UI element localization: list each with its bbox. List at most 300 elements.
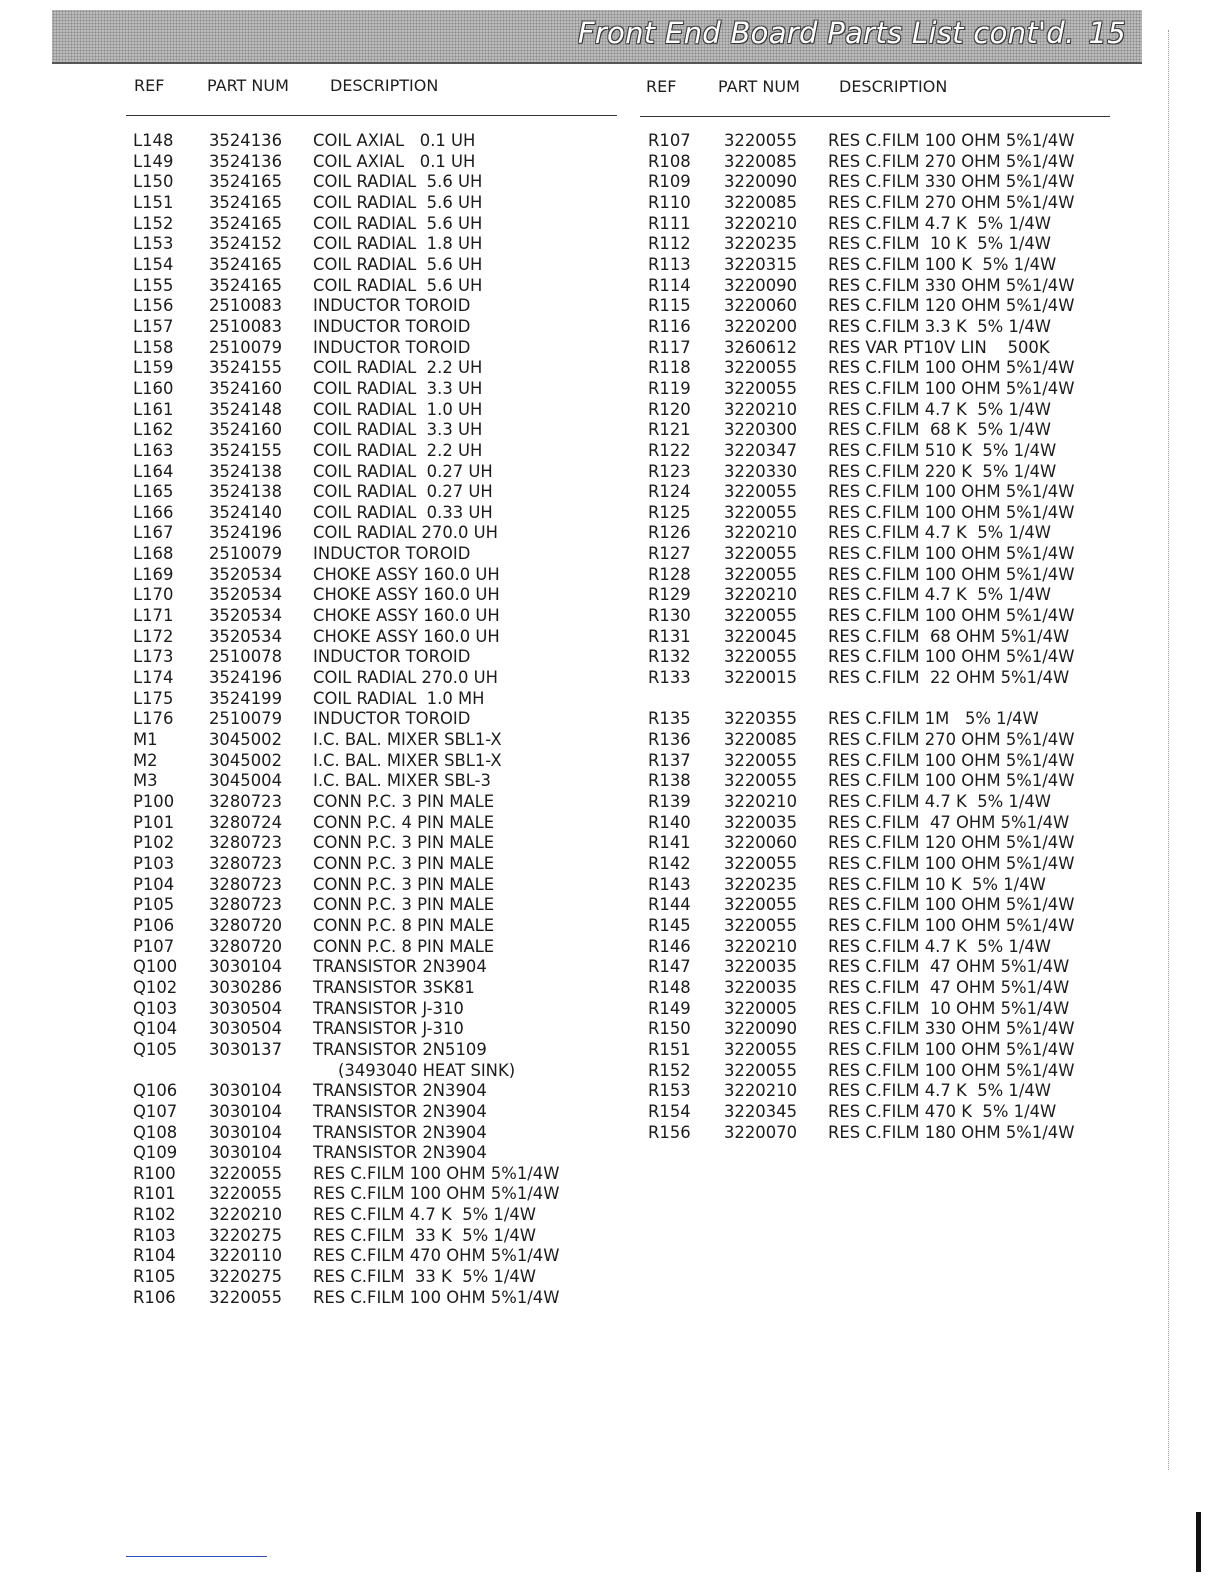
part-description: INDUCTOR TOROID (313, 709, 471, 729)
part-ref: L176 (133, 709, 174, 729)
part-number: 3045002 (209, 750, 282, 770)
part-description: RES C.FILM 4.7 K 5% 1/4W (828, 213, 1052, 233)
part-number: 3220060 (724, 833, 797, 853)
part-description: COIL RADIAL 2.2 UH (313, 440, 483, 460)
part-description: RES C.FILM 3.3 K 5% 1/4W (828, 316, 1052, 336)
part-note: (3493040 HEAT SINK) (338, 1060, 516, 1080)
part-ref: R116 (648, 316, 691, 336)
part-row (133, 709, 613, 730)
part-ref: M2 (133, 750, 158, 770)
part-row (648, 792, 1118, 813)
part-number: 3280723 (209, 895, 282, 915)
part-number: 3045004 (209, 771, 282, 791)
part-ref: L170 (133, 585, 174, 605)
part-number: 3524165 (209, 213, 282, 233)
part-row (648, 833, 1118, 854)
part-row (648, 1040, 1118, 1061)
part-description: COIL RADIAL 270.0 UH (313, 668, 498, 688)
part-row (648, 338, 1118, 359)
part-row (648, 937, 1118, 958)
part-ref: Q105 (133, 1039, 178, 1059)
part-description: TRANSISTOR 2N3904 (313, 1122, 487, 1142)
part-ref: L166 (133, 502, 174, 522)
part-description: RES C.FILM 100 OHM 5%1/4W (313, 1163, 560, 1183)
part-description: INDUCTOR TOROID (313, 337, 471, 357)
part-number: 3524152 (209, 234, 282, 254)
part-row (133, 647, 613, 668)
part-ref: R117 (648, 337, 691, 357)
part-number: 3220090 (724, 1019, 797, 1039)
part-ref: P102 (133, 833, 175, 853)
part-ref: R114 (648, 275, 691, 295)
part-description: RES C.FILM 120 OHM 5%1/4W (828, 296, 1075, 316)
part-ref: Q108 (133, 1122, 178, 1142)
part-row (133, 813, 613, 834)
part-row (648, 875, 1118, 896)
part-description: RES C.FILM 470 K 5% 1/4W (828, 1101, 1057, 1121)
part-number: 3280723 (209, 792, 282, 811)
part-row (648, 916, 1118, 937)
part-ref: L150 (133, 172, 174, 192)
part-description: TRANSISTOR 2N3904 (313, 957, 487, 977)
part-row (648, 420, 1118, 441)
part-ref: L155 (133, 275, 174, 295)
part-row (648, 400, 1118, 421)
part-description: RES C.FILM 100 OHM 5%1/4W (828, 131, 1075, 150)
part-row (648, 771, 1118, 792)
part-description: CONN P.C. 8 PIN MALE (313, 915, 495, 935)
part-description: CHOKE ASSY 160.0 UH (313, 626, 500, 646)
part-row (648, 895, 1118, 916)
part-ref: Q106 (133, 1081, 178, 1101)
part-description: RES C.FILM 470 OHM 5%1/4W (313, 1246, 560, 1266)
part-ref: R108 (648, 151, 691, 171)
part-ref: L171 (133, 606, 174, 626)
part-row (133, 131, 613, 152)
part-number: 3220347 (724, 440, 797, 460)
part-description: CHOKE ASSY 160.0 UH (313, 606, 500, 626)
part-description: RES C.FILM 330 OHM 5%1/4W (828, 1019, 1075, 1039)
part-row (133, 585, 613, 606)
part-row (648, 358, 1118, 379)
part-number: 3524160 (209, 378, 282, 398)
part-row (648, 1019, 1118, 1040)
part-number: 3220055 (724, 544, 797, 564)
part-number: 3220055 (724, 853, 797, 873)
part-number: 3524136 (209, 131, 282, 150)
part-number: 3524196 (209, 523, 282, 543)
part-row (133, 503, 613, 524)
part-row (648, 296, 1118, 317)
part-number: 3524160 (209, 420, 282, 440)
part-description: RES C.FILM 47 OHM 5%1/4W (828, 812, 1070, 832)
part-number: 3220210 (724, 213, 797, 233)
part-number: 3030286 (209, 977, 282, 997)
part-ref: R153 (648, 1081, 691, 1101)
part-ref: R103 (133, 1225, 176, 1245)
page-title (578, 16, 1126, 50)
part-number: 3260612 (724, 337, 797, 357)
part-number: 3220055 (724, 358, 797, 378)
part-number: 3220355 (724, 709, 797, 729)
part-row (133, 895, 613, 916)
part-number: 3220055 (209, 1184, 282, 1204)
right-description-header: DESCRIPTION (839, 77, 948, 96)
part-number: 3280720 (209, 915, 282, 935)
part-row (133, 792, 613, 813)
part-description: COIL AXIAL 0.1 UH (313, 131, 476, 150)
part-ref: R105 (133, 1267, 176, 1287)
part-row (648, 957, 1118, 978)
part-row (648, 1102, 1118, 1123)
part-number: 3220275 (209, 1267, 282, 1287)
part-description: COIL AXIAL 0.1 UH (313, 151, 476, 171)
part-number: 3524138 (209, 461, 282, 481)
part-description: COIL RADIAL 5.6 UH (313, 254, 483, 274)
part-ref: R139 (648, 792, 691, 811)
part-ref: M3 (133, 771, 158, 791)
part-ref: Q107 (133, 1101, 178, 1121)
part-ref: R143 (648, 874, 691, 894)
part-row (133, 1184, 613, 1205)
part-ref: Q104 (133, 1019, 178, 1039)
part-description: TRANSISTOR J-310 (313, 1019, 464, 1039)
part-description: CONN P.C. 4 PIN MALE (313, 812, 495, 832)
part-description: RES C.FILM 270 OHM 5%1/4W (828, 730, 1075, 750)
part-ref: R128 (648, 564, 691, 584)
part-description: RES C.FILM 10 K 5% 1/4W (828, 874, 1046, 894)
part-row (648, 214, 1118, 235)
part-ref: R125 (648, 502, 691, 522)
part-number: 3220235 (724, 234, 797, 254)
part-row (133, 172, 613, 193)
part-number: 3220035 (724, 977, 797, 997)
part-ref: L161 (133, 399, 174, 419)
part-description: INDUCTOR TOROID (313, 316, 471, 336)
part-row (133, 916, 613, 937)
part-ref: R138 (648, 771, 691, 791)
part-ref: R146 (648, 936, 691, 956)
part-row (133, 751, 613, 772)
part-row (648, 999, 1118, 1020)
part-description: RES C.FILM 100 OHM 5%1/4W (828, 895, 1075, 915)
part-ref: R123 (648, 461, 691, 481)
part-description: RES C.FILM 100 OHM 5%1/4W (828, 853, 1075, 873)
part-number: 3220210 (724, 523, 797, 543)
part-row (133, 296, 613, 317)
part-number: 3280723 (209, 853, 282, 873)
part-row (648, 730, 1118, 751)
part-row (133, 978, 613, 999)
part-row (648, 482, 1118, 503)
part-description: RES C.FILM 10 K 5% 1/4W (828, 234, 1052, 254)
part-number: 3220005 (724, 998, 797, 1018)
part-number: 3220070 (724, 1122, 797, 1142)
part-ref: R107 (648, 131, 691, 150)
part-row (133, 668, 613, 689)
part-row (648, 152, 1118, 173)
part-description: COIL RADIAL 1.0 UH (313, 399, 483, 419)
part-ref: P100 (133, 792, 175, 811)
part-ref: R130 (648, 606, 691, 626)
part-description: RES C.FILM 100 OHM 5%1/4W (828, 606, 1075, 626)
part-description: CONN P.C. 3 PIN MALE (313, 792, 495, 811)
part-row (133, 338, 613, 359)
part-number: 3220330 (724, 461, 797, 481)
part-number: 3220085 (724, 192, 797, 212)
part-ref: L148 (133, 131, 174, 150)
part-number: 2510083 (209, 296, 282, 316)
part-ref: P105 (133, 895, 175, 915)
part-row (133, 689, 613, 710)
part-ref: R156 (648, 1122, 691, 1142)
part-row (133, 833, 613, 854)
part-row (648, 234, 1118, 255)
part-number: 3520534 (209, 626, 282, 646)
part-ref: R136 (648, 730, 691, 750)
part-number: 3220210 (724, 792, 797, 811)
part-row (648, 978, 1118, 999)
part-number: 3524140 (209, 502, 282, 522)
part-number: 3524165 (209, 254, 282, 274)
part-number: 3524196 (209, 668, 282, 688)
part-number: 3220055 (724, 750, 797, 770)
part-number: 3524165 (209, 192, 282, 212)
part-description: RES VAR PT10V LIN 500K (828, 337, 1050, 357)
part-row (133, 193, 613, 214)
part-description: CHOKE ASSY 160.0 UH (313, 564, 500, 584)
part-number: 3520534 (209, 564, 282, 584)
list-gap (648, 689, 1118, 710)
part-number: 3220035 (724, 812, 797, 832)
part-ref: P101 (133, 812, 175, 832)
part-row (648, 462, 1118, 483)
part-number: 3030104 (209, 957, 282, 977)
part-number: 2510079 (209, 544, 282, 564)
part-ref: R149 (648, 998, 691, 1018)
part-number: 3524155 (209, 440, 282, 460)
part-number: 3220315 (724, 254, 797, 274)
part-ref: L158 (133, 337, 174, 357)
part-description: RES C.FILM 100 OHM 5%1/4W (828, 378, 1075, 398)
part-ref: R111 (648, 213, 691, 233)
part-ref: R152 (648, 1060, 691, 1080)
page-number: 15 (1088, 16, 1126, 50)
part-description: RES C.FILM 4.7 K 5% 1/4W (828, 936, 1052, 956)
part-description: COIL RADIAL 3.3 UH (313, 378, 483, 398)
part-ref: L167 (133, 523, 174, 543)
part-row (133, 152, 613, 173)
part-description: RES C.FILM 100 OHM 5%1/4W (828, 502, 1075, 522)
part-ref: R104 (133, 1246, 176, 1266)
part-ref: R124 (648, 482, 691, 502)
part-row (133, 544, 613, 565)
part-description: RES C.FILM 4.7 K 5% 1/4W (828, 523, 1052, 543)
binding-mark (1196, 1512, 1201, 1572)
part-number: 3045002 (209, 730, 282, 750)
part-row (133, 771, 613, 792)
part-description: INDUCTOR TOROID (313, 544, 471, 564)
part-description: COIL RADIAL 5.6 UH (313, 192, 483, 212)
part-description: CONN P.C. 3 PIN MALE (313, 853, 495, 873)
part-row (648, 441, 1118, 462)
part-row (133, 875, 613, 896)
part-number: 3030137 (209, 1039, 282, 1059)
right-header-rule (640, 116, 1110, 117)
part-ref: R109 (648, 172, 691, 192)
part-ref: Q103 (133, 998, 178, 1018)
part-row (648, 627, 1118, 648)
part-description: RES C.FILM 10 OHM 5%1/4W (828, 998, 1070, 1018)
part-number: 2510078 (209, 647, 282, 667)
part-description: RES C.FILM 270 OHM 5%1/4W (828, 151, 1075, 171)
part-row (133, 276, 613, 297)
part-row (648, 751, 1118, 772)
part-number: 3030504 (209, 1019, 282, 1039)
part-row (133, 1288, 613, 1309)
part-row (648, 565, 1118, 586)
part-number: 2510079 (209, 709, 282, 729)
part-ref: L163 (133, 440, 174, 460)
part-ref: L151 (133, 192, 174, 212)
part-number: 3220090 (724, 275, 797, 295)
part-ref: L152 (133, 213, 174, 233)
part-description: INDUCTOR TOROID (313, 296, 471, 316)
part-ref: R126 (648, 523, 691, 543)
part-description: RES C.FILM 100 OHM 5%1/4W (313, 1184, 560, 1204)
part-number: 3220210 (724, 585, 797, 605)
part-ref: L175 (133, 688, 174, 708)
part-ref: R137 (648, 750, 691, 770)
part-number: 3280723 (209, 874, 282, 894)
part-number: 3280723 (209, 833, 282, 853)
part-number: 3220055 (209, 1163, 282, 1183)
part-number: 3220060 (724, 296, 797, 316)
part-row (133, 1246, 613, 1267)
part-row (648, 379, 1118, 400)
part-description: RES C.FILM 100 OHM 5%1/4W (828, 1060, 1075, 1080)
part-row (133, 565, 613, 586)
part-ref: L156 (133, 296, 174, 316)
part-row (648, 172, 1118, 193)
part-row (648, 503, 1118, 524)
part-description: RES C.FILM 180 OHM 5%1/4W (828, 1122, 1075, 1142)
part-row (133, 854, 613, 875)
part-row (648, 854, 1118, 875)
part-number: 3220300 (724, 420, 797, 440)
part-description: TRANSISTOR 2N3904 (313, 1143, 487, 1163)
part-note-row (133, 1061, 613, 1082)
part-ref: R119 (648, 378, 691, 398)
part-number: 3030104 (209, 1101, 282, 1121)
part-row (133, 234, 613, 255)
part-row (133, 1205, 613, 1226)
part-ref: R150 (648, 1019, 691, 1039)
part-ref: L174 (133, 668, 174, 688)
part-description: COIL RADIAL 5.6 UH (313, 275, 483, 295)
part-ref: R147 (648, 957, 691, 977)
part-description: RES C.FILM 68 OHM 5%1/4W (828, 626, 1070, 646)
part-row (133, 1102, 613, 1123)
part-description: RES C.FILM 120 OHM 5%1/4W (828, 833, 1075, 853)
part-ref: R102 (133, 1205, 176, 1225)
part-description: RES C.FILM 330 OHM 5%1/4W (828, 172, 1075, 192)
part-row (133, 627, 613, 648)
part-row (133, 1164, 613, 1185)
part-ref: M1 (133, 730, 158, 750)
part-row (648, 131, 1118, 152)
part-number: 3220055 (724, 378, 797, 398)
part-ref: L160 (133, 378, 174, 398)
part-ref: L169 (133, 564, 174, 584)
part-ref: R112 (648, 234, 691, 254)
part-description: RES C.FILM 220 K 5% 1/4W (828, 461, 1057, 481)
part-description: RES C.FILM 4.7 K 5% 1/4W (828, 792, 1052, 811)
part-row (133, 1019, 613, 1040)
part-ref: L157 (133, 316, 174, 336)
part-ref: Q102 (133, 977, 178, 997)
part-description: TRANSISTOR 2N5109 (313, 1039, 487, 1059)
part-description: COIL RADIAL 5.6 UH (313, 213, 483, 233)
left-description-header: DESCRIPTION (330, 76, 439, 95)
part-number: 3220055 (724, 564, 797, 584)
part-number: 3524138 (209, 482, 282, 502)
part-ref: R132 (648, 647, 691, 667)
part-description: COIL RADIAL 3.3 UH (313, 420, 483, 440)
right-parts-list (648, 131, 1118, 1143)
part-description: TRANSISTOR 2N3904 (313, 1101, 487, 1121)
part-ref: R127 (648, 544, 691, 564)
part-description: RES C.FILM 47 OHM 5%1/4W (828, 977, 1070, 997)
part-description: RES C.FILM 22 OHM 5%1/4W (828, 668, 1070, 688)
left-part-num-header: PART NUM (207, 76, 289, 95)
part-row (648, 606, 1118, 627)
left-header-rule (126, 115, 617, 116)
part-row (648, 585, 1118, 606)
part-row (133, 400, 613, 421)
part-number: 3524199 (209, 688, 282, 708)
part-ref: R145 (648, 915, 691, 935)
left-ref-header: REF (134, 76, 165, 95)
part-description: COIL RADIAL 2.2 UH (313, 358, 483, 378)
part-description: RES C.FILM 100 OHM 5%1/4W (828, 647, 1075, 667)
part-number: 3220045 (724, 626, 797, 646)
part-description: RES C.FILM 100 OHM 5%1/4W (828, 544, 1075, 564)
part-number: 3220055 (724, 915, 797, 935)
part-number: 2510079 (209, 337, 282, 357)
part-row (133, 441, 613, 462)
part-ref: R115 (648, 296, 691, 316)
part-description: COIL RADIAL 5.6 UH (313, 172, 483, 192)
part-description: RES C.FILM 510 K 5% 1/4W (828, 440, 1057, 460)
part-ref: L168 (133, 544, 174, 564)
part-row (648, 1061, 1118, 1082)
part-number: 3524155 (209, 358, 282, 378)
part-row (648, 193, 1118, 214)
part-description: RES C.FILM 100 OHM 5%1/4W (828, 482, 1075, 502)
part-number: 3220210 (209, 1205, 282, 1225)
part-row (648, 317, 1118, 338)
part-ref: R154 (648, 1101, 691, 1121)
part-number: 3280720 (209, 936, 282, 956)
part-description: I.C. BAL. MIXER SBL1-X (313, 750, 502, 770)
part-number: 3220055 (724, 502, 797, 522)
part-ref: R148 (648, 977, 691, 997)
part-number: 3220055 (724, 482, 797, 502)
right-part-num-header: PART NUM (718, 77, 800, 96)
part-description: CONN P.C. 3 PIN MALE (313, 895, 495, 915)
part-number: 3220210 (724, 936, 797, 956)
